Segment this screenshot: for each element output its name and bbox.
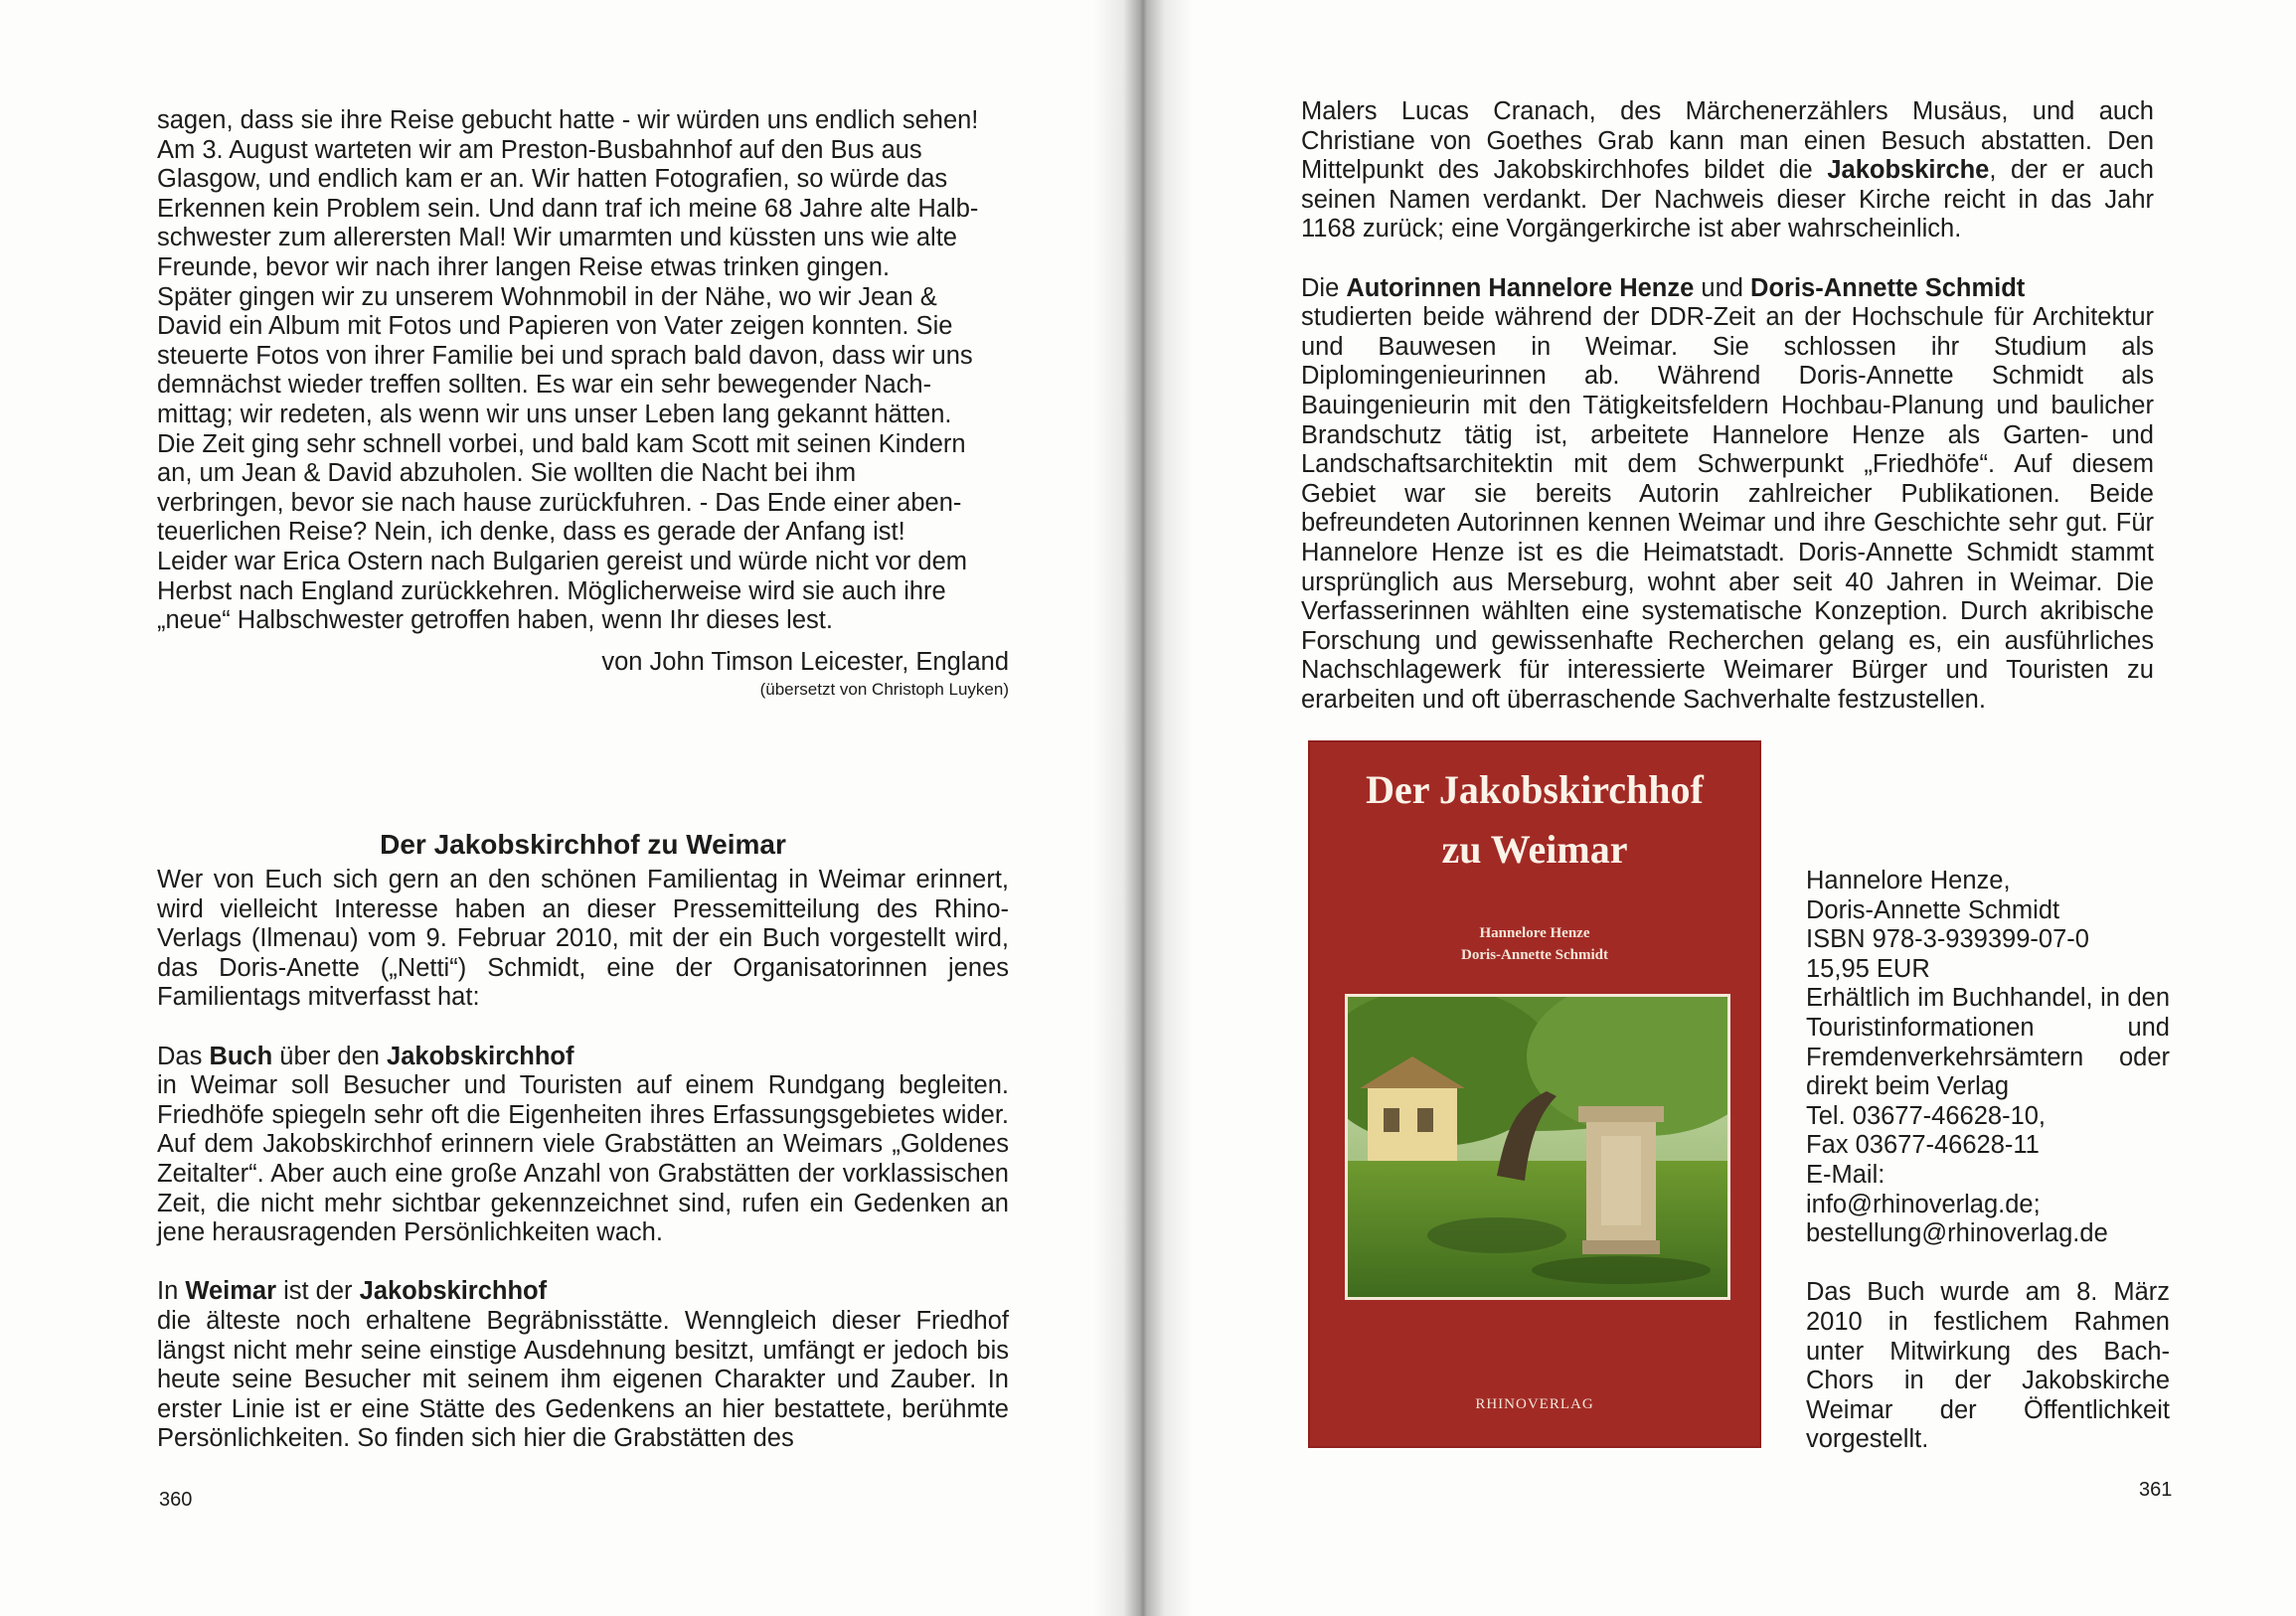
info-email-label: E-Mail:: [1806, 1160, 1886, 1189]
churchyard-photo: [1348, 997, 1727, 1297]
cover-photo: [1345, 994, 1730, 1300]
book-gutter: [1093, 0, 1193, 1616]
authors-body: studierten beide während der DDR-Zeit an der Hochschule für Architektur und Bauwesen in Weimar. Sie schlossen ihr Studium als Diplomingenieurinnen ab. Während Doris-Annette Schmidt als Bauingenieurin mit den Tätigkeitsfeldern Hochbau-Planung und baulicher Brandschutz tätig ist, arbeitete Hannelore Henze als Garten- und Landschaftsarchitektin mit dem Schwerpunkt „Friedhöfe“. Auf diesem Gebiet war sie bereits Autorin zahlreicher Publikationen. Beide befreundeten Autorinnen kennen Weimar und ihre Geschichte sehr gut. Für Hannelore Henze ist es die Heimatstadt. Doris-Annette Schmidt stammt ursprünglich aus Merseburg, wohnt aber seit 40 Jahren in Weimar. Die Verfasserinnen wählten eine systematische Konzeption. Durch akribische Forschung und gewissenhafte Recherchen gelang es, ein ausführliches Nachschlagewerk für interessierte Weimarer Bürger und Touristen zu erarbeiten und oft überraschende Sachverhalte festzustellen.: [1301, 303, 2154, 714]
info-email: bestellung@rhinoverlag.de: [1806, 1219, 2108, 1248]
letter-line: schwester zum allerersten Mal! Wir umarmten und küssten uns wie alte: [157, 224, 957, 252]
info-availability: Erhältlich im Buchhandel, in den Touristinformationen und Fremdenverkehrsämtern oder direkt beim Verlag: [1806, 984, 2170, 1101]
book-cover: [1308, 740, 1761, 1448]
letter-line: demnächst wieder treffen sollten. Es war ein sehr bewegender Nach-: [157, 371, 932, 400]
para1-body: in Weimar soll Besucher und Touristen auf einem Rundgang begleiten. Friedhöfe spiegeln sehr oft die Eigenheiten ihres Erfassungsgebietes wider. Auf dem Jakobskirchhof erinnern viele Grabstätten an Weimars „Goldenes Zeitalter“. Aber auch eine große Anzahl von Grabstätten der vorklassischen Zeit, die nicht mehr sichtbar gekennzeichnet sind, rufen ein Gedenken an jene herausragenden Persönlichkeiten wach.: [157, 1071, 1009, 1247]
letter-line: „neue“ Halbschwester getroffen haben, wenn Ihr dieses lest.: [157, 606, 833, 635]
letter-line: mittag; wir redeten, als wenn wir uns unser Leben lang gekannt hätten.: [157, 400, 952, 428]
cover-title: Der Jakobskirchhof zu Weimar: [1366, 767, 1704, 872]
para2-body: die älteste noch erhaltene Begräbnisstätte. Wenngleich dieser Friedhof längst nicht mehr seine einstige Ausdehnung besitzt, umfängt er jedoch bis heute seine Besucher mit seinem ihm eigenen Charakter und Zauber. In erster Linie ist er eine Stätte des Gedenkens an hier bestattete, berühmte Persönlichkeiten. So finden sich hier die Grabstätten des: [157, 1306, 1009, 1453]
letter-line: sagen, dass sie ihre Reise gebucht hatte - wir würden uns endlich sehen!: [157, 106, 979, 134]
page-number-left: 360: [159, 1489, 193, 1511]
letter-line: steuerte Fotos von ihrer Familie bei und sprach bald davon, dass wir uns: [157, 341, 973, 370]
continuation-column: [1301, 97, 2154, 715]
continuation-paragraph: Malers Lucas Cranach, des Märchenerzählers Musäus, und auch Christiane von Goethes Grab kann man einen Besuch abstatten. Den Mittelpunkt des Jakobskirchhofes bildet die Jakobskirche, der er auch seinen Namen verdankt. Der Nachweis dieser Kirche reicht in das Jahr 1168 zurück; eine Vorgängerkirche ist aber wahrscheinlich.: [1301, 97, 2154, 243]
page-number-right: 361: [2139, 1479, 2173, 1501]
cover-authors: Hannelore Henze Doris-Annette Schmidt: [1461, 925, 1608, 963]
para1-lead: Das Buch über den Jakobskirchhof: [157, 1042, 574, 1070]
letter-line: Später gingen wir zu unserem Wohnmobil in der Nähe, wo wir Jean &: [157, 282, 937, 311]
letter-line: teuerlichen Reise? Nein, ich denke, dass es gerade der Anfang ist!: [157, 518, 905, 547]
letter-line: an, um Jean & David abzuholen. Sie wollten die Nacht bei ihm: [157, 459, 857, 488]
letter-line: Erkennen kein Problem sein. Und dann traf ich meine 68 Jahre alte Halb-: [157, 194, 979, 223]
info-isbn: ISBN 978-3-939399-07-0: [1806, 925, 2089, 954]
letter-line: Am 3. August warteten wir am Preston-Busbahnhof auf den Bus aus: [157, 135, 922, 164]
letter-line: Glasgow, und endlich kam er an. Wir hatten Fotografien, so würde das: [157, 165, 948, 194]
letter-line: Leider war Erica Ostern nach Bulgarien gereist und würde nicht vor dem: [157, 547, 967, 575]
info-price: 15,95 EUR: [1806, 954, 1930, 983]
article-column: [157, 828, 1009, 1454]
article-intro: Wer von Euch sich gern an den schönen Familientag in Weimar erinnert, wird vielleicht Interesse haben an dieser Pressemitteilung des Rhino-Verlags (Ilmenau) vom 9. Februar 2010, mit der ein Buch vorgestellt wird, das Doris-Anette („Netti“) Schmidt, eine der Organisatorinnen jenes Familientags mitverfasst hat:: [157, 866, 1009, 1012]
letter-signature: von John Timson Leicester, England: [601, 647, 1009, 676]
info-email: info@rhinoverlag.de;: [1806, 1190, 2041, 1218]
letter-line: David ein Album mit Fotos und Papieren von Vater zeigen konnten. Sie: [157, 312, 953, 341]
letter-line: Herbst nach England zurückkehren. Möglicherweise wird sie auch ihre: [157, 576, 946, 605]
letter-line: Freunde, bevor wir nach ihrer langen Reise etwas trinken gingen.: [157, 252, 891, 281]
info-phone: Tel. 03677-46628-10,: [1806, 1101, 2047, 1130]
letter-line: verbringen, bevor sie nach hause zurückfuhren. - Das Ende einer aben-: [157, 488, 962, 517]
para2-lead: In Weimar ist der Jakobskirchhof: [157, 1277, 548, 1306]
translator-note: (übersetzt von Christoph Luyken): [759, 680, 1009, 700]
article-heading: Der Jakobskirchhof zu Weimar: [380, 829, 786, 860]
info-line: Hannelore Henze,: [1806, 867, 2011, 894]
book-info: [1806, 867, 2170, 1455]
info-line: Doris-Annette Schmidt: [1806, 895, 2060, 924]
cover-publisher: RHINOVERLAG: [1475, 1396, 1594, 1412]
letter-line: Die Zeit ging sehr schnell vorbei, und bald kam Scott mit seinen Kindern: [157, 429, 966, 458]
authors-lead: Die Autorinnen Hannelore Henze und Doris-Annette Schmidt: [1301, 273, 2026, 302]
letter-column: [157, 106, 1009, 703]
info-fax: Fax 03677-46628-11: [1806, 1131, 2040, 1160]
info-presentation: Das Buch wurde am 8. März 2010 in festlichem Rahmen unter Mitwirkung des Bach-Chors in der Jakobskirche Weimar der Öffentlichkeit vorgestellt.: [1806, 1278, 2170, 1454]
